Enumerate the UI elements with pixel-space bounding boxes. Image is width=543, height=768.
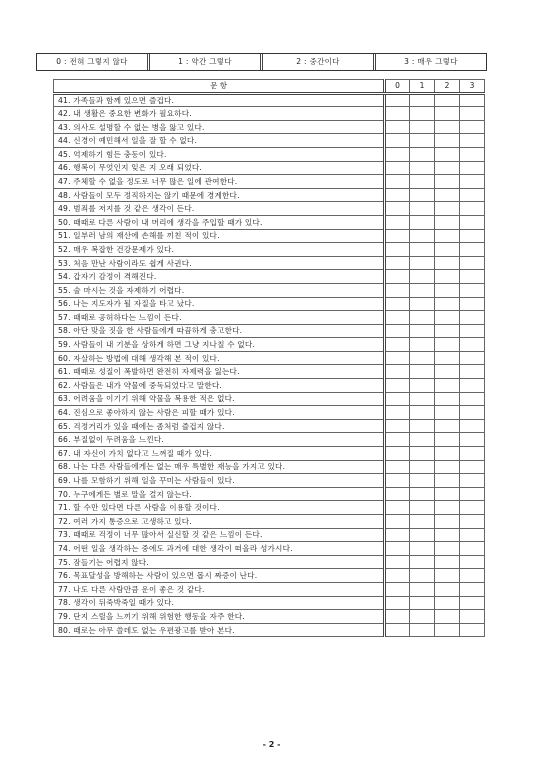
answer-header-0: 0 <box>385 80 410 94</box>
answer-cell-1[interactable] <box>410 555 435 569</box>
answer-cell-1[interactable] <box>410 392 435 406</box>
answer-cell-2[interactable] <box>435 392 460 406</box>
table-row <box>54 569 485 583</box>
item-column-header: 문 항 <box>54 80 385 94</box>
answer-cell-1[interactable] <box>410 623 435 637</box>
answer-cell-1[interactable] <box>410 324 435 338</box>
answer-cell-0[interactable] <box>385 297 410 311</box>
answer-cell-2[interactable] <box>435 474 460 488</box>
answer-cell-1[interactable] <box>410 107 435 121</box>
question-text: 50. 때때로 다른 사람이 내 머리에 생각을 주입할 때가 있다. <box>54 215 385 229</box>
table-row <box>54 147 485 161</box>
answer-cell-3[interactable] <box>460 433 485 447</box>
answer-cell-0[interactable] <box>385 311 410 325</box>
answer-cell-1[interactable] <box>410 582 435 596</box>
question-text: 52. 매우 복잡한 건강문제가 있다. <box>54 243 385 257</box>
answer-cell-1[interactable] <box>410 175 435 189</box>
answer-cell-0[interactable] <box>385 447 410 461</box>
answer-cell-2[interactable] <box>435 147 460 161</box>
table-row <box>54 107 485 121</box>
answer-cell-2[interactable] <box>435 215 460 229</box>
answer-cell-1[interactable] <box>410 447 435 461</box>
answer-cell-3[interactable] <box>460 392 485 406</box>
answer-cell-2[interactable] <box>435 460 460 474</box>
answer-cell-3[interactable] <box>460 215 485 229</box>
question-text: 46. 행복이 무엇인지 잊은 지 오래 되었다. <box>54 161 385 175</box>
answer-cell-1[interactable] <box>410 501 435 515</box>
answer-cell-0[interactable] <box>385 351 410 365</box>
answer-cell-0[interactable] <box>385 283 410 297</box>
question-text: 79. 단지 스릴을 느끼기 위해 위험한 행동을 자주 한다. <box>54 610 385 624</box>
answer-cell-3[interactable] <box>460 147 485 161</box>
question-text: 60. 자살하는 방법에 대해 생각해 본 적이 있다. <box>54 351 385 365</box>
table-row <box>54 256 485 270</box>
answer-cell-2[interactable] <box>435 297 460 311</box>
table-row <box>54 270 485 284</box>
table-row <box>54 392 485 406</box>
table-row <box>54 202 485 216</box>
answer-cell-1[interactable] <box>410 283 435 297</box>
answer-cell-3[interactable] <box>460 270 485 284</box>
question-text: 68. 나는 다른 사람들에게는 없는 매우 특별한 재능을 가지고 있다. <box>54 460 385 474</box>
answer-cell-2[interactable] <box>435 515 460 529</box>
answer-cell-0[interactable] <box>385 270 410 284</box>
answer-cell-2[interactable] <box>435 596 460 610</box>
table-row <box>54 324 485 338</box>
answer-cell-0[interactable] <box>385 134 410 148</box>
answer-cell-0[interactable] <box>385 542 410 556</box>
question-text: 59. 사람들이 내 기분을 상하게 하면 그냥 지나칠 수 없다. <box>54 338 385 352</box>
answer-cell-1[interactable] <box>410 351 435 365</box>
answer-cell-3[interactable] <box>460 188 485 202</box>
questionnaire-table <box>53 79 485 637</box>
answer-cell-0[interactable] <box>385 474 410 488</box>
answer-cell-3[interactable] <box>460 120 485 134</box>
answer-cell-2[interactable] <box>435 582 460 596</box>
question-text: 44. 신경이 예민해서 일을 잘 할 수 없다. <box>54 134 385 148</box>
answer-cell-3[interactable] <box>460 487 485 501</box>
answer-cell-0[interactable] <box>385 419 410 433</box>
answer-cell-3[interactable] <box>460 365 485 379</box>
answer-cell-2[interactable] <box>435 188 460 202</box>
answer-cell-1[interactable] <box>410 215 435 229</box>
question-text: 69. 나를 모함하기 위해 일을 꾸미는 사람들이 있다. <box>54 474 385 488</box>
question-text: 61. 때때로 성질이 폭발하면 완전히 자제력을 잃는다. <box>54 365 385 379</box>
table-row <box>54 542 485 556</box>
answer-cell-2[interactable] <box>435 447 460 461</box>
table-row <box>54 474 485 488</box>
answer-cell-3[interactable] <box>460 623 485 637</box>
answer-cell-2[interactable] <box>435 487 460 501</box>
answer-cell-0[interactable] <box>385 107 410 121</box>
answer-cell-3[interactable] <box>460 447 485 461</box>
table-row <box>54 175 485 189</box>
question-text: 42. 내 생활은 중요한 변화가 필요하다. <box>54 107 385 121</box>
answer-cell-3[interactable] <box>460 501 485 515</box>
answer-cell-3[interactable] <box>460 528 485 542</box>
answer-header-2: 2 <box>435 80 460 94</box>
answer-cell-1[interactable] <box>410 311 435 325</box>
answer-cell-1[interactable] <box>410 243 435 257</box>
answer-cell-0[interactable] <box>385 256 410 270</box>
table-row <box>54 528 485 542</box>
question-text: 49. 범죄를 저지를 것 같은 생각이 든다. <box>54 202 385 216</box>
answer-cell-0[interactable] <box>385 528 410 542</box>
question-text: 74. 어떤 일을 생각하는 중에도 과거에 대한 생각이 떠올라 성가시다. <box>54 542 385 556</box>
table-row <box>54 161 485 175</box>
answer-cell-2[interactable] <box>435 569 460 583</box>
answer-cell-3[interactable] <box>460 555 485 569</box>
table-row <box>54 582 485 596</box>
answer-cell-0[interactable] <box>385 93 410 107</box>
question-text: 64. 진심으로 좋아하지 않는 사람은 피할 때가 있다. <box>54 406 385 420</box>
answer-cell-3[interactable] <box>460 351 485 365</box>
question-text: 71. 할 수만 있다면 다른 사람을 이용할 것이다. <box>54 501 385 515</box>
answer-cell-3[interactable] <box>460 379 485 393</box>
answer-cell-0[interactable] <box>385 623 410 637</box>
answer-cell-2[interactable] <box>435 555 460 569</box>
answer-cell-1[interactable] <box>410 202 435 216</box>
answer-cell-2[interactable] <box>435 107 460 121</box>
answer-cell-0[interactable] <box>385 215 410 229</box>
question-text: 73. 때때로 걱정이 너무 많아서 실신할 것 같은 느낌이 든다. <box>54 528 385 542</box>
answer-cell-3[interactable] <box>460 311 485 325</box>
answer-cell-2[interactable] <box>435 283 460 297</box>
table-row <box>54 297 485 311</box>
table-row <box>54 243 485 257</box>
table-row <box>54 379 485 393</box>
answer-cell-0[interactable] <box>385 406 410 420</box>
answer-cell-2[interactable] <box>435 256 460 270</box>
question-text: 76. 목표달성을 방해하는 사람이 있으면 몹시 짜증이 난다. <box>54 569 385 583</box>
answer-cell-0[interactable] <box>385 338 410 352</box>
answer-cell-1[interactable] <box>410 270 435 284</box>
answer-cell-3[interactable] <box>460 229 485 243</box>
question-text: 72. 여러 가지 통증으로 고생하고 있다. <box>54 515 385 529</box>
table-row <box>54 351 485 365</box>
answer-cell-2[interactable] <box>435 175 460 189</box>
answer-cell-0[interactable] <box>385 175 410 189</box>
table-row <box>54 433 485 447</box>
answer-cell-3[interactable] <box>460 297 485 311</box>
answer-cell-2[interactable] <box>435 161 460 175</box>
answer-cell-3[interactable] <box>460 324 485 338</box>
answer-cell-1[interactable] <box>410 379 435 393</box>
question-text: 54. 갑자기 감정이 격해진다. <box>54 270 385 284</box>
question-text: 77. 나도 다른 사람만큼 운이 좋은 것 같다. <box>54 582 385 596</box>
answer-cell-3[interactable] <box>460 569 485 583</box>
answer-cell-0[interactable] <box>385 161 410 175</box>
answer-cell-2[interactable] <box>435 93 460 107</box>
answer-cell-0[interactable] <box>385 569 410 583</box>
table-row <box>54 365 485 379</box>
answer-cell-0[interactable] <box>385 188 410 202</box>
table-row <box>54 134 485 148</box>
question-text: 41. 가족들과 함께 있으면 즐겁다. <box>54 93 385 107</box>
answer-cell-2[interactable] <box>435 623 460 637</box>
table-row <box>54 120 485 134</box>
answer-cell-0[interactable] <box>385 460 410 474</box>
scale-option-0: 0 : 전혀 그렇지 않다 <box>37 54 150 70</box>
table-row <box>54 93 485 107</box>
answer-cell-1[interactable] <box>410 460 435 474</box>
answer-cell-0[interactable] <box>385 433 410 447</box>
answer-cell-0[interactable] <box>385 365 410 379</box>
answer-cell-1[interactable] <box>410 338 435 352</box>
scale-option-3: 3 : 매우 그렇다 <box>404 57 458 66</box>
question-text: 75. 잠들기는 어렵지 않다. <box>54 555 385 569</box>
answer-cell-1[interactable] <box>410 93 435 107</box>
answer-cell-1[interactable] <box>410 188 435 202</box>
table-row <box>54 515 485 529</box>
question-text: 70. 누구에게든 별로 말을 걸지 않는다. <box>54 487 385 501</box>
answer-cell-1[interactable] <box>410 474 435 488</box>
table-row <box>54 610 485 624</box>
answer-cell-1[interactable] <box>410 120 435 134</box>
question-text: 66. 부질없이 두려움을 느낀다. <box>54 433 385 447</box>
answer-cell-0[interactable] <box>385 596 410 610</box>
answer-cell-0[interactable] <box>385 243 410 257</box>
answer-cell-0[interactable] <box>385 515 410 529</box>
answer-cell-3[interactable] <box>460 202 485 216</box>
answer-cell-1[interactable] <box>410 569 435 583</box>
table-row <box>54 501 485 515</box>
answer-cell-2[interactable] <box>435 501 460 515</box>
answer-cell-0[interactable] <box>385 555 410 569</box>
answer-cell-0[interactable] <box>385 582 410 596</box>
answer-cell-3[interactable] <box>460 460 485 474</box>
answer-cell-3[interactable] <box>460 542 485 556</box>
answer-cell-3[interactable] <box>460 161 485 175</box>
question-text: 65. 걱정거리가 있을 때에는 좀처럼 즐겁지 않다. <box>54 419 385 433</box>
answer-cell-0[interactable] <box>385 392 410 406</box>
answer-cell-0[interactable] <box>385 147 410 161</box>
answer-cell-3[interactable] <box>460 515 485 529</box>
answer-cell-2[interactable] <box>435 419 460 433</box>
table-header-row <box>54 80 485 94</box>
table-row <box>54 338 485 352</box>
table-row <box>54 623 485 637</box>
table-row <box>54 188 485 202</box>
table-row <box>54 419 485 433</box>
table-row <box>54 596 485 610</box>
answer-cell-1[interactable] <box>410 256 435 270</box>
answer-cell-3[interactable] <box>460 175 485 189</box>
question-text: 48. 사람들이 모두 정직하지는 않기 때문에 경계한다. <box>54 188 385 202</box>
answer-cell-2[interactable] <box>435 311 460 325</box>
answer-cell-1[interactable] <box>410 365 435 379</box>
answer-cell-1[interactable] <box>410 419 435 433</box>
question-text: 51. 일부러 남의 재산에 손해를 끼친 적이 있다. <box>54 229 385 243</box>
answer-cell-1[interactable] <box>410 487 435 501</box>
answer-cell-2[interactable] <box>435 406 460 420</box>
answer-cell-1[interactable] <box>410 406 435 420</box>
answer-cell-1[interactable] <box>410 161 435 175</box>
answer-cell-2[interactable] <box>435 202 460 216</box>
question-text: 58. 아단 맞을 짓을 한 사람들에게 따끔하게 충고한다. <box>54 324 385 338</box>
answer-cell-2[interactable] <box>435 243 460 257</box>
answer-cell-2[interactable] <box>435 351 460 365</box>
question-text: 62. 사람들은 내가 약물에 중독되었다고 말한다. <box>54 379 385 393</box>
answer-cell-2[interactable] <box>435 134 460 148</box>
answer-cell-0[interactable] <box>385 120 410 134</box>
answer-cell-3[interactable] <box>460 338 485 352</box>
question-text: 67. 내 자신이 가치 없다고 느껴질 때가 있다. <box>54 447 385 461</box>
answer-cell-3[interactable] <box>460 596 485 610</box>
answer-cell-1[interactable] <box>410 528 435 542</box>
answer-cell-3[interactable] <box>460 243 485 257</box>
answer-cell-2[interactable] <box>435 229 460 243</box>
answer-cell-3[interactable] <box>460 474 485 488</box>
answer-cell-1[interactable] <box>410 147 435 161</box>
table-row <box>54 487 485 501</box>
table-row <box>54 215 485 229</box>
answer-cell-2[interactable] <box>435 324 460 338</box>
table-row <box>54 311 485 325</box>
answer-cell-2[interactable] <box>435 365 460 379</box>
answer-cell-1[interactable] <box>410 596 435 610</box>
answer-cell-3[interactable] <box>460 610 485 624</box>
answer-cell-1[interactable] <box>410 297 435 311</box>
question-text: 78. 생각이 뒤죽박죽일 때가 있다. <box>54 596 385 610</box>
table-row <box>54 229 485 243</box>
question-text: 80. 때로는 아무 쓸데도 없는 우편광고를 받아 본다. <box>54 623 385 637</box>
table-row <box>54 283 485 297</box>
answer-cell-0[interactable] <box>385 487 410 501</box>
answer-cell-0[interactable] <box>385 202 410 216</box>
answer-cell-1[interactable] <box>410 610 435 624</box>
answer-cell-1[interactable] <box>410 542 435 556</box>
question-text: 43. 의사도 설명할 수 없는 병을 앓고 있다. <box>54 120 385 134</box>
answer-cell-0[interactable] <box>385 324 410 338</box>
question-text: 55. 술 마시는 것을 자제하기 어렵다. <box>54 283 385 297</box>
answer-cell-3[interactable] <box>460 93 485 107</box>
scale-option-1: 1 : 약간 그렇다 <box>150 54 263 70</box>
answer-cell-2[interactable] <box>435 542 460 556</box>
answer-cell-2[interactable] <box>435 120 460 134</box>
answer-header-1: 1 <box>410 80 435 94</box>
table-row <box>54 447 485 461</box>
answer-cell-3[interactable] <box>460 283 485 297</box>
answer-cell-3[interactable] <box>460 582 485 596</box>
question-text: 53. 처음 만난 사람이라도 쉽게 사귄다. <box>54 256 385 270</box>
answer-cell-3[interactable] <box>460 134 485 148</box>
answer-cell-2[interactable] <box>435 270 460 284</box>
question-text: 47. 주체할 수 없을 정도로 너무 많은 일에 관여한다. <box>54 175 385 189</box>
answer-cell-2[interactable] <box>435 610 460 624</box>
answer-cell-0[interactable] <box>385 379 410 393</box>
answer-cell-2[interactable] <box>435 379 460 393</box>
answer-cell-0[interactable] <box>385 229 410 243</box>
answer-cell-1[interactable] <box>410 433 435 447</box>
answer-cell-2[interactable] <box>435 528 460 542</box>
answer-cell-0[interactable] <box>385 501 410 515</box>
table-row <box>54 555 485 569</box>
question-text: 63. 어려움을 이기기 위해 약물을 복용한 적은 없다. <box>54 392 385 406</box>
answer-cell-3[interactable] <box>460 406 485 420</box>
response-scale-legend <box>36 53 487 71</box>
answer-cell-0[interactable] <box>385 610 410 624</box>
answer-cell-3[interactable] <box>460 419 485 433</box>
answer-cell-1[interactable] <box>410 515 435 529</box>
answer-cell-3[interactable] <box>460 256 485 270</box>
answer-cell-2[interactable] <box>435 433 460 447</box>
answer-header-3: 3 <box>460 80 485 94</box>
table-row <box>54 406 485 420</box>
question-text: 57. 때때로 공허하다는 느낌이 든다. <box>54 311 385 325</box>
answer-cell-3[interactable] <box>460 107 485 121</box>
answer-cell-2[interactable] <box>435 338 460 352</box>
answer-cell-1[interactable] <box>410 229 435 243</box>
answer-cell-1[interactable] <box>410 134 435 148</box>
scale-option-2: 2 : 중간이다 <box>263 54 376 70</box>
question-text: 56. 나는 지도자가 될 자질을 타고 났다. <box>54 297 385 311</box>
page-number: - 2 - <box>262 740 281 749</box>
question-text: 45. 억제하기 힘든 충동이 있다. <box>54 147 385 161</box>
table-row <box>54 460 485 474</box>
